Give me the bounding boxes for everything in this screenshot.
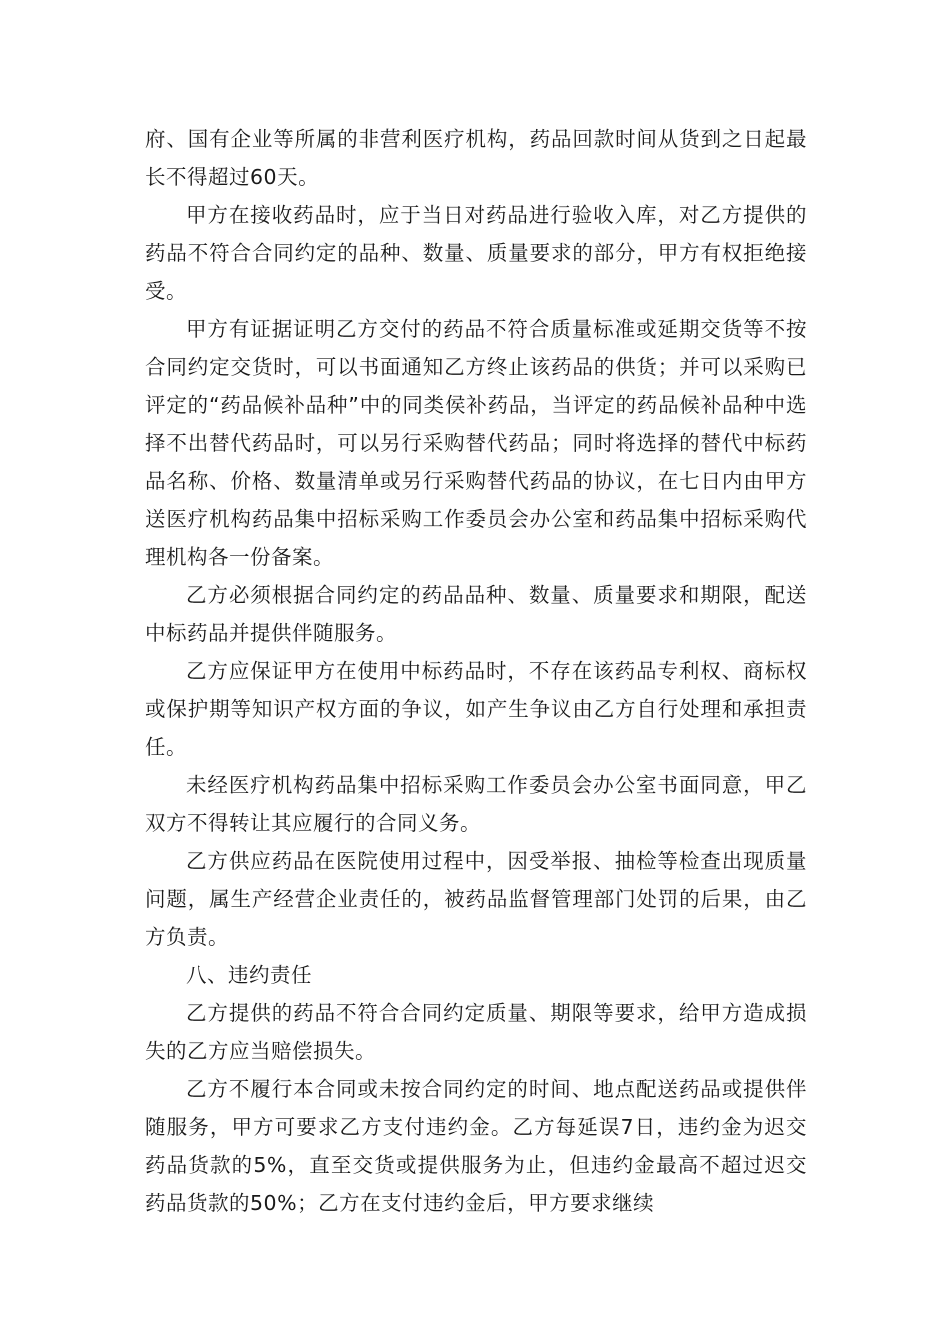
paragraph-acceptance: 甲方在接收药品时，应于当日对药品进行验收入库，对乙方提供的药品不符合合同约定的品种、数量、质量要求的部分，甲方有权拒绝接受。 [145, 203, 807, 303]
paragraph-delivery: 乙方必须根据合同约定的药品品种、数量、质量要求和期限，配送中标药品并提供伴随服务。 [145, 583, 807, 645]
paragraph-quality-issue: 乙方供应药品在医院使用过程中，因受举报、抽检等检查出现质量问题，属生产经营企业责任的，被药品监督管理部门处罚的后果，由乙方负责。 [145, 849, 807, 949]
paragraph-compensation: 乙方提供的药品不符合合同约定质量、期限等要求，给甲方造成损失的乙方应当赔偿损失。 [145, 1001, 807, 1063]
paragraph-continuation: 府、国有企业等所属的非营利医疗机构，药品回款时间从货到之日起最长不得超过60天。 [145, 127, 807, 189]
section-heading-breach: 八、违约责任 [186, 963, 312, 987]
paragraph-ip-rights: 乙方应保证甲方在使用中标药品时，不存在该药品专利权、商标权或保护期等知识产权方面的争议，如产生争议由乙方自行处理和承担责任。 [145, 659, 807, 759]
paragraph-penalty: 乙方不履行本合同或未按合同约定的时间、地点配送药品或提供伴随服务，甲方可要求乙方支付违约金。乙方每延误7日，违约金为迟交药品货款的5%，直至交货或提供服务为止，但违约金最高不超过迟交药品货款的50%；乙方在支付违约金后，甲方要求继续 [145, 1077, 807, 1215]
document-body [145, 120, 807, 1222]
paragraph-termination: 甲方有证据证明乙方交付的药品不符合质量标准或延期交货等不按合同约定交货时，可以书面通知乙方终止该药品的供货；并可以采购已评定的“药品候补品种”中的同类侯补药品，当评定的药品候补品种中选择不出替代药品时，可以另行采购替代药品；同时将选择的替代中标药品名称、价格、数量清单或另行采购替代药品的协议，在七日内由甲方送医疗机构药品集中招标采购工作委员会办公室和药品集中招标采购代理机构各一份备案。 [145, 317, 807, 569]
paragraph-no-transfer: 未经医疗机构药品集中招标采购工作委员会办公室书面同意，甲乙双方不得转让其应履行的合同义务。 [145, 773, 807, 835]
